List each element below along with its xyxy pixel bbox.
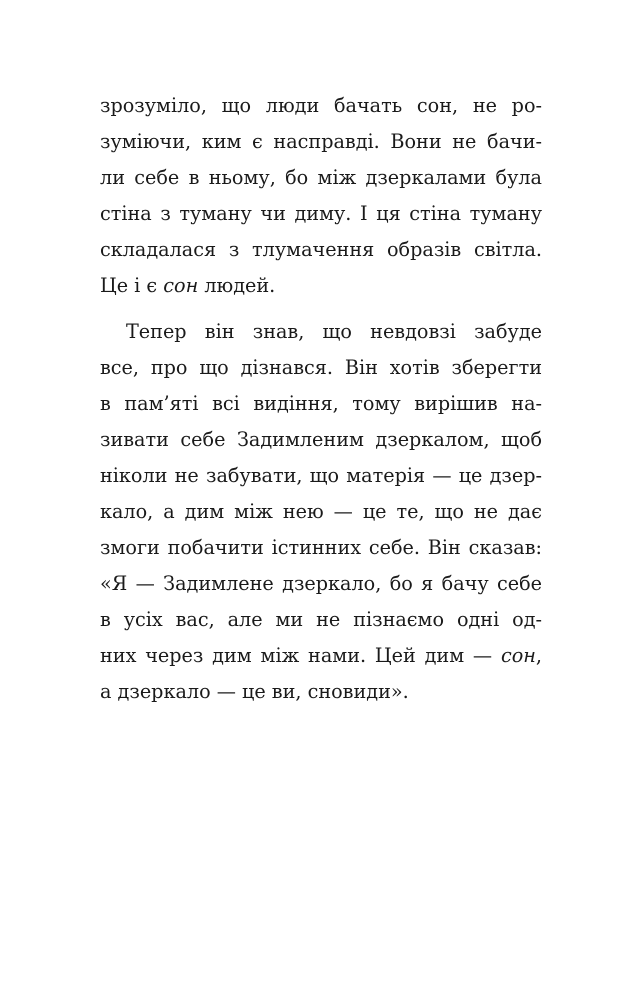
text-fragment: людей. <box>198 274 276 297</box>
text-line: «Я — Задимлене дзеркало, бо я бачу себе <box>100 572 542 595</box>
text-line: ніколи не забувати, що матерія — це дзер- <box>100 464 542 487</box>
text-line: все, про що дізнався. Він хотів зберегти <box>100 356 542 379</box>
text-line: складалася з тлумачення образів світла. <box>100 238 542 261</box>
italic-word: сон <box>500 644 536 667</box>
italic-word: сон <box>163 274 199 297</box>
body-text <box>100 88 542 710</box>
text-line: ли себе в ньому, бо між дзеркалами була <box>100 166 542 189</box>
text-line: а дзеркало — це ви, сновиди». <box>100 680 409 703</box>
paragraph-2 <box>100 314 542 710</box>
text-line <box>100 268 542 304</box>
text-line: кало, а дим між нею — це те, що не дає <box>100 500 542 523</box>
text-line: в усіх вас, але ми не пізнаємо одні од- <box>100 608 542 631</box>
text-line: стіна з туману чи диму. І ця стіна туману <box>100 202 542 225</box>
text-fragment: них через дим між нами. Цей дим — <box>100 644 501 667</box>
text-fragment: , <box>535 644 542 667</box>
text-line: зрозуміло, що люди бачать сон, не ро- <box>100 94 542 117</box>
text-line: Тепер він знав, що невдовзі забуде <box>126 320 542 343</box>
paragraph-gap <box>100 304 542 314</box>
paragraph-1 <box>100 88 542 304</box>
text-line <box>100 638 542 674</box>
text-line: змоги побачити істинних себе. Він сказав: <box>100 536 542 559</box>
text-line: в пам’яті всі видіння, тому вирішив на- <box>100 392 542 415</box>
text-line: зуміючи, ким є насправді. Вони не бачи- <box>100 130 542 153</box>
text-fragment: Це і є <box>100 274 164 297</box>
text-line: зивати себе Задимленим дзеркалом, щоб <box>100 428 542 451</box>
